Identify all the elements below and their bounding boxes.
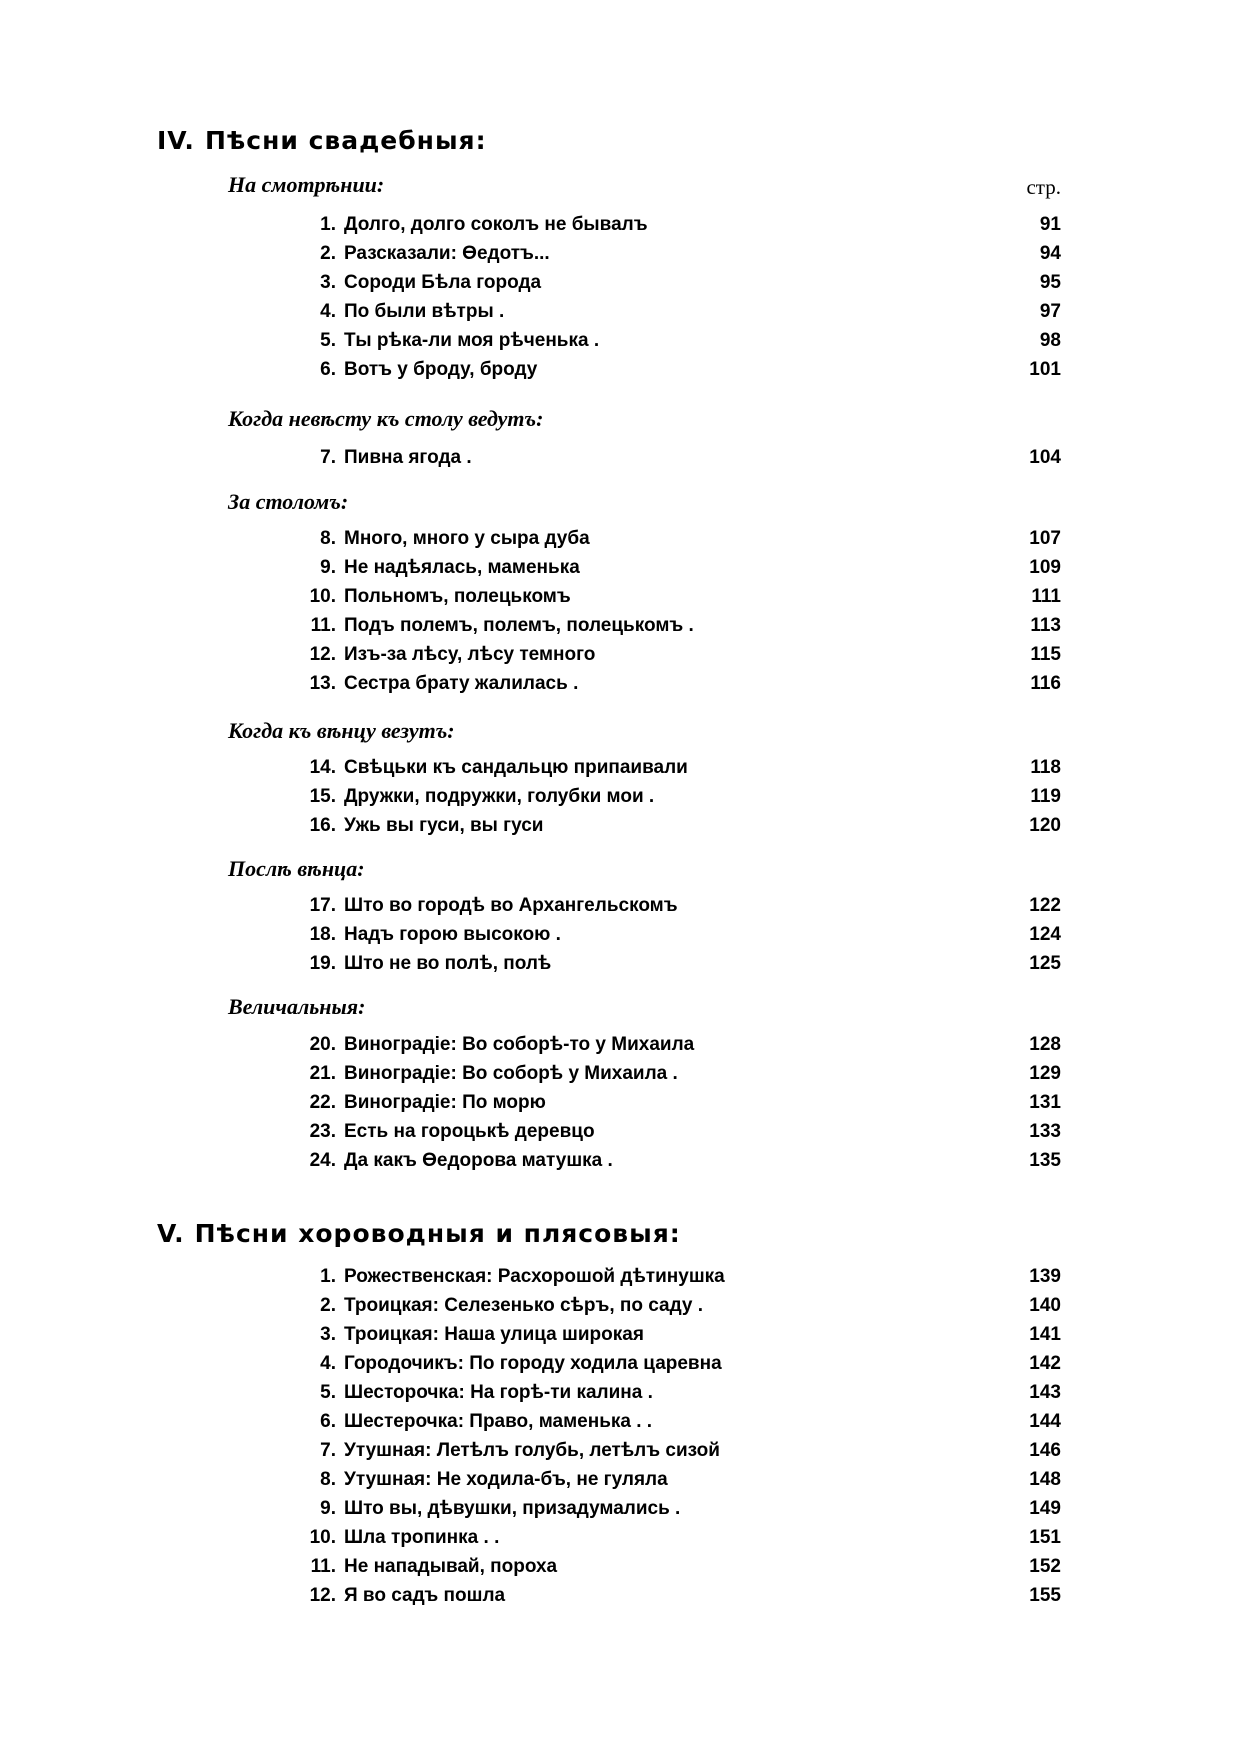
entry-title: Виноградіе: По морю xyxy=(344,1092,546,1113)
entry-title: Разсказали: Өедотъ... xyxy=(344,243,550,264)
entry-number: 4. xyxy=(320,301,336,322)
entry-title: Утушная: Летѣлъ голубь, летѣлъ сизой xyxy=(344,1440,720,1461)
entry-title: Да какъ Өедорова матушка . xyxy=(344,1150,613,1171)
entry-page: 139 xyxy=(1029,1266,1061,1287)
entry-page: 120 xyxy=(1029,815,1061,836)
entry-title: Подъ полемъ, полемъ, полецькомъ . xyxy=(344,615,694,636)
toc-entry xyxy=(300,1262,1061,1291)
entry-title: Шла тропинка . . xyxy=(344,1527,500,1548)
entry-title: Не нападывай, пороха xyxy=(344,1556,558,1577)
toc-entry xyxy=(300,1349,1061,1378)
toc-entry xyxy=(300,355,1061,384)
entry-title: Виноградіе: Во соборѣ-то у Михаила xyxy=(344,1034,695,1055)
entry-title: Што вы, дѣвушки, призадумались . xyxy=(344,1498,681,1519)
entry-number: 5. xyxy=(320,330,336,351)
toc-entry xyxy=(300,811,1061,840)
toc-entry xyxy=(300,582,1061,611)
entry-page: 116 xyxy=(1030,673,1061,694)
entry-page: 97 xyxy=(1039,301,1061,322)
entry-title: Я во садъ пошла xyxy=(344,1585,506,1606)
entry-title: Не надѣялась, маменька xyxy=(344,557,580,578)
entry-number: 8. xyxy=(320,528,336,549)
toc-entry xyxy=(300,1465,1061,1494)
part-v-heading xyxy=(157,1219,681,1248)
toc-entry xyxy=(300,443,1061,472)
entry-page: 148 xyxy=(1029,1469,1061,1490)
entry-title: Шесторочка: На горѣ-ти калина . xyxy=(344,1382,653,1403)
entry-title: Шестерочка: Право, маменька . . xyxy=(344,1411,653,1432)
toc-entry xyxy=(300,1059,1061,1088)
toc-entry xyxy=(300,1378,1061,1407)
entry-number: 7. xyxy=(320,447,336,468)
toc-entry xyxy=(300,268,1061,297)
toc-entry xyxy=(300,1320,1061,1349)
entry-title: Рожественская: Расхорошой дѣтинушка xyxy=(344,1266,725,1287)
entry-number: 22. xyxy=(309,1092,336,1113)
entry-title: Сестра брату жалилась . xyxy=(344,673,579,694)
entry-title: Ты рѣка-ли моя рѣченька . xyxy=(344,330,600,351)
entry-page: 124 xyxy=(1029,924,1061,945)
entry-title: Што не во полѣ, полѣ xyxy=(344,953,552,974)
entry-number: 17. xyxy=(309,895,336,916)
entry-number: 20. xyxy=(309,1034,336,1055)
entry-number: 11. xyxy=(310,615,336,636)
toc-entry xyxy=(300,210,1061,239)
entry-page: 141 xyxy=(1029,1324,1061,1345)
toc-entry xyxy=(300,1407,1061,1436)
entry-number: 24. xyxy=(309,1150,336,1171)
entry-number: 9. xyxy=(320,1498,336,1519)
entry-title: Много, много у сыра дуба xyxy=(344,528,590,549)
entry-page: 122 xyxy=(1029,895,1061,916)
part-title: Пѣсни хороводныя и плясовыя: xyxy=(194,1219,681,1248)
entry-number: 9. xyxy=(320,557,336,578)
entry-number: 18. xyxy=(309,924,336,945)
entry-page: 129 xyxy=(1029,1063,1061,1084)
part-iv-heading xyxy=(157,126,487,155)
toc-entry xyxy=(300,1494,1061,1523)
entry-number: 3. xyxy=(320,1324,336,1345)
entry-page: 155 xyxy=(1029,1585,1061,1606)
entry-page: 113 xyxy=(1030,615,1061,636)
entry-page: 142 xyxy=(1029,1353,1061,1374)
entry-title: Надъ горою высокою . xyxy=(344,924,561,945)
part-number: IV. xyxy=(157,126,195,155)
entry-page: 95 xyxy=(1039,272,1061,293)
group-heading: Когда невѣсту къ столу ведутъ: xyxy=(228,406,544,431)
entry-page: 128 xyxy=(1029,1034,1061,1055)
toc-entry xyxy=(300,611,1061,640)
entry-number: 8. xyxy=(320,1469,336,1490)
entry-number: 7. xyxy=(320,1440,336,1461)
entry-page: 104 xyxy=(1029,447,1061,468)
entry-number: 13. xyxy=(309,673,336,694)
entry-number: 2. xyxy=(320,243,336,264)
toc-entry xyxy=(300,1523,1061,1552)
entry-title: Што во городѣ во Архангельскомъ xyxy=(344,895,678,916)
group-heading: Величальныя: xyxy=(228,994,366,1019)
entry-number: 12. xyxy=(309,644,336,665)
entry-page: 118 xyxy=(1030,757,1061,778)
entry-title: Вотъ у броду, броду xyxy=(344,359,538,380)
entry-page: 151 xyxy=(1029,1527,1061,1548)
entry-title: Ужь вы гуси, вы гуси xyxy=(344,815,544,836)
toc-entry xyxy=(300,1291,1061,1320)
entry-page: 101 xyxy=(1029,359,1061,380)
entry-number: 6. xyxy=(320,359,336,380)
entry-title: Сороди Бѣла города xyxy=(344,272,542,293)
entry-page: 135 xyxy=(1029,1150,1061,1171)
toc-entry xyxy=(300,669,1061,698)
part-number: V. xyxy=(157,1219,185,1248)
group-heading: На смотрѣнии: xyxy=(228,172,385,197)
entry-number: 19. xyxy=(309,953,336,974)
toc-entry xyxy=(300,1030,1061,1059)
entry-number: 11. xyxy=(310,1556,336,1577)
entry-number: 21. xyxy=(309,1063,336,1084)
entry-page: 111 xyxy=(1031,586,1061,607)
entry-title: Утушная: Не ходила-бъ, не гуляла xyxy=(344,1469,668,1490)
toc-entry xyxy=(300,1581,1061,1610)
entry-title: По были вѣтры . xyxy=(344,301,505,322)
entry-title: Свѣцьки къ сандальцю припаивали xyxy=(344,757,688,778)
entry-title: Виноградіе: Во соборѣ у Михаила . xyxy=(344,1063,678,1084)
entry-page: 152 xyxy=(1029,1556,1061,1577)
toc-entry xyxy=(300,297,1061,326)
entry-page: 140 xyxy=(1029,1295,1061,1316)
entry-number: 3. xyxy=(320,272,336,293)
entry-page: 131 xyxy=(1029,1092,1061,1113)
entry-number: 6. xyxy=(320,1411,336,1432)
group-heading: Послѣ вѣнца: xyxy=(228,856,365,881)
entry-page: 119 xyxy=(1030,786,1061,807)
toc-entry xyxy=(300,782,1061,811)
entry-page: 107 xyxy=(1029,528,1061,549)
toc-entry xyxy=(300,640,1061,669)
toc-entry xyxy=(300,1088,1061,1117)
entry-number: 4. xyxy=(320,1353,336,1374)
entry-title: Есть на гороцькѣ деревцо xyxy=(344,1121,595,1142)
entry-title: Пивна ягода . xyxy=(344,447,472,468)
entry-number: 16. xyxy=(309,815,336,836)
entry-title: Дружки, подружки, голубки мои . xyxy=(344,786,655,807)
entry-page: 149 xyxy=(1029,1498,1061,1519)
entry-number: 1. xyxy=(320,214,336,235)
entry-number: 12. xyxy=(309,1585,336,1606)
toc-entry xyxy=(300,891,1061,920)
entry-page: 115 xyxy=(1030,644,1061,665)
toc-entry xyxy=(300,553,1061,582)
entry-title: Городочикъ: По городу ходила царевна xyxy=(344,1353,722,1374)
entry-page: 144 xyxy=(1029,1411,1061,1432)
entry-number: 14. xyxy=(309,757,336,778)
entry-page: 146 xyxy=(1029,1440,1061,1461)
toc-entry xyxy=(300,949,1061,978)
entry-page: 91 xyxy=(1039,214,1061,235)
entry-page: 133 xyxy=(1029,1121,1061,1142)
entry-title: Троицкая: Наша улица широкая xyxy=(344,1324,644,1345)
entry-number: 5. xyxy=(320,1382,336,1403)
entry-number: 10. xyxy=(309,586,336,607)
toc-entry xyxy=(300,1146,1061,1175)
entry-number: 15. xyxy=(309,786,336,807)
entry-number: 10. xyxy=(309,1527,336,1548)
toc-entry xyxy=(300,1436,1061,1465)
entry-title: Изъ-за лѣсу, лѣсу темного xyxy=(344,644,596,665)
toc-entry xyxy=(300,753,1061,782)
toc-entry xyxy=(300,239,1061,268)
entry-page: 109 xyxy=(1029,557,1061,578)
group-heading: За столомъ: xyxy=(228,489,349,514)
entry-number: 1. xyxy=(320,1266,336,1287)
entry-number: 23. xyxy=(309,1121,336,1142)
entry-title: Польномъ, полецькомъ xyxy=(344,586,571,607)
toc-entry xyxy=(300,1552,1061,1581)
entry-page: 98 xyxy=(1039,330,1061,351)
toc-entry xyxy=(300,1117,1061,1146)
toc-entry xyxy=(300,326,1061,355)
entry-page: 143 xyxy=(1029,1382,1061,1403)
part-title: Пѣсни свадебныя: xyxy=(204,126,487,155)
entry-title: Долго, долго соколъ не бывалъ xyxy=(344,214,648,235)
entry-number: 2. xyxy=(320,1295,336,1316)
entry-title: Троицкая: Селезенько сѣръ, по саду . xyxy=(344,1295,704,1316)
group-heading: Когда къ вѣнцу везутъ: xyxy=(228,718,455,743)
toc-entry xyxy=(300,524,1061,553)
entry-page: 125 xyxy=(1029,953,1061,974)
entry-page: 94 xyxy=(1039,243,1061,264)
page-column-label: стр. xyxy=(1026,175,1061,199)
toc-entry xyxy=(300,920,1061,949)
